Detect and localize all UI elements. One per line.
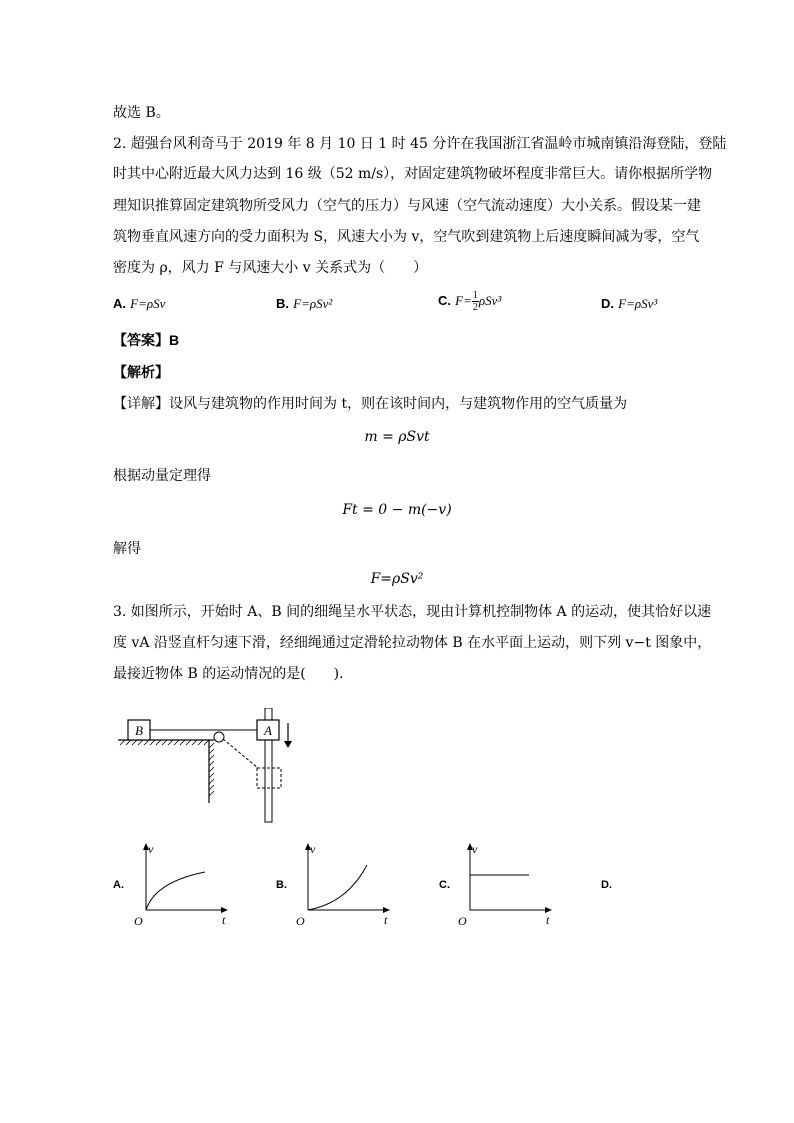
option-c-formula-pre: F= bbox=[455, 293, 472, 308]
graph-a-t-axis: t bbox=[222, 913, 226, 927]
analysis-label: 【解析】 bbox=[113, 364, 169, 380]
block-a-label: A bbox=[264, 723, 272, 738]
option-b bbox=[276, 294, 332, 315]
down-arrow-icon bbox=[284, 741, 292, 748]
momentum-text: 根据动量定理得 bbox=[113, 468, 211, 484]
option-c-key: C. bbox=[438, 293, 451, 308]
option-a-key: A. bbox=[113, 296, 126, 311]
question-2-line-2: 时其中心附近最大风力达到 16 级（52 m/s），对固定建筑物破坏程度非常巨大。请你根据所学物 bbox=[113, 166, 713, 182]
question-2-line-1: 2. 超强台风利奇马于 2019 年 8 月 10 日 1 时 45 分许在我国浙江省温岭市城南镇沿海登陆，登陆 bbox=[113, 136, 727, 152]
option-a-formula: F=ρSv bbox=[130, 296, 166, 311]
solve-text: 解得 bbox=[113, 541, 141, 557]
option-c-formula-post: ρSv³ bbox=[478, 293, 502, 308]
block-b-label: B bbox=[135, 723, 143, 738]
equation-result: F=ρSv² bbox=[370, 571, 424, 587]
question-3-line-1: 3. 如图所示，开始时 A、B 间的细绳呈水平状态，现由计算机控制物体 A 的运动，使其恰好以速 bbox=[113, 604, 712, 620]
graph-c-t-axis: t bbox=[546, 913, 550, 927]
question-2-line-4: 筑物垂直风速方向的受力面积为 S，风速大小为 v，空气吹到建筑物上后速度瞬间减为零，空气 bbox=[113, 229, 700, 245]
option-d-formula: F=ρSv³ bbox=[618, 296, 658, 311]
graph-c-origin: O bbox=[458, 914, 467, 928]
graph-a-origin: O bbox=[134, 914, 143, 928]
graph-c-v-axis: v bbox=[472, 842, 478, 856]
answer-label: 【答案】B bbox=[113, 332, 180, 348]
option-a bbox=[113, 294, 165, 315]
option-b-key: B. bbox=[276, 296, 289, 311]
fraction-denominator: 2 bbox=[472, 302, 478, 313]
graph-b-t-axis: t bbox=[384, 913, 388, 927]
graph-a-curve bbox=[146, 872, 205, 910]
graph-c-label: C. bbox=[439, 879, 450, 891]
option-d-key: D. bbox=[601, 296, 614, 311]
option-d bbox=[601, 294, 657, 315]
graph-b bbox=[295, 840, 395, 930]
graph-d-label: D. bbox=[601, 879, 612, 891]
detail-text: 【详解】设风与建筑物的作用时间为 t，则在该时间内，与建筑物作用的空气质量为 bbox=[113, 396, 628, 412]
question-2-line-3: 理知识推算固定建筑物所受风力（空气的压力）与风速（空气流动速度）大小关系。假设某一建 bbox=[113, 198, 701, 214]
equation-mass: m = ρSvt bbox=[364, 429, 430, 445]
option-c-fraction bbox=[472, 290, 479, 313]
graph-a-v-axis: v bbox=[148, 842, 154, 856]
question-2-line-5: 密度为 ρ，风力 F 与风速大小 v 关系式为（ ） bbox=[113, 260, 428, 276]
graph-b-origin: O bbox=[296, 914, 305, 928]
graph-b-v-axis: v bbox=[310, 842, 316, 856]
conclusion-line: 故选 B。 bbox=[113, 105, 170, 121]
pulley bbox=[214, 732, 224, 742]
equation-momentum: Ft = 0 − m(−v) bbox=[342, 502, 452, 518]
graph-a-label: A. bbox=[113, 879, 124, 891]
pulley-figure bbox=[110, 708, 300, 828]
option-c bbox=[438, 290, 501, 313]
graph-b-label: B. bbox=[276, 879, 287, 891]
graph-b-curve bbox=[308, 865, 367, 910]
question-3-line-2: 度 vA 沿竖直杆匀速下滑，经细绳通过定滑轮拉动物体 B 在水平面上运动，则下列 v−t 图象中， bbox=[113, 635, 712, 651]
graph-c bbox=[457, 840, 557, 930]
graph-a bbox=[133, 840, 233, 930]
option-b-formula: F=ρSv² bbox=[293, 296, 333, 311]
question-3-line-3: 最接近物体 B 的运动情况的是( ). bbox=[113, 666, 344, 682]
fraction-numerator: 1 bbox=[472, 290, 478, 301]
